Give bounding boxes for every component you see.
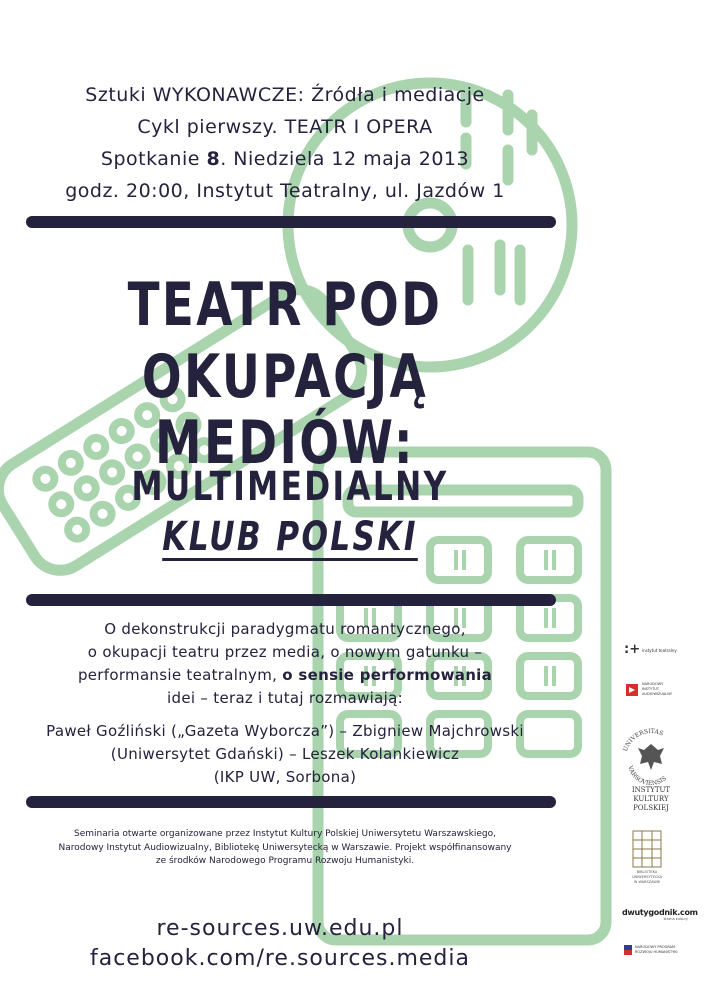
svg-text:VARSOVIENSIS: VARSOVIENSIS: [626, 764, 668, 786]
meeting-number: 8: [206, 148, 221, 170]
logo-ikp: INSTYTUT KULTURY POLSKIEJ: [631, 786, 671, 812]
main-title-line-1: TEATR POD: [127, 270, 443, 340]
meeting-date: Spotkanie 8. Niedziela 12 maja 2013: [100, 148, 470, 170]
series-title: Sztuki WYKONAWCZE: Źródła i mediacje: [85, 84, 485, 106]
subtitle-line-2: KLUB POLSKI: [162, 514, 418, 560]
logo-dwutygodnik: dwutygodnik.com strona kultury: [622, 908, 698, 921]
university-seal-icon: [618, 724, 684, 786]
description: O dekonstrukcji paradygmatu romantycznego, o okupacji teatru przez media, o nowym gatunku – performansie teatralnym, o sensie performowania idei – teraz i tutaj rozmawiają:: [77, 620, 493, 707]
library-logo-icon: [632, 830, 662, 868]
emphasis-text: o sensie performowania: [282, 666, 493, 684]
logo-buw: BIBLIOTEKA UNIWERSYTECKA W WARSZAWIE: [631, 870, 663, 884]
main-title-line-2: OKUPACJĄ MEDIÓW:: [141, 342, 429, 478]
meeting-time-place: godz. 20:00, Instytut Teatralny, ul. Jazdów 1: [65, 180, 505, 202]
event-header: [20, 79, 550, 207]
organizers-note: Seminaria otwarte organizowane przez Instytut Kultury Polskiej Uniwersytetu Warszawskiego, Narodowy Instytut Audiowizualny, Bibliotekę Uniwersytecką w Warszawie. Projekt współfinansowany ze środków Narodowego Programu Rozwoju Humanistyki.: [58, 829, 512, 866]
logo-nprh: NARODOWY PROGRAM ROZWOJU HUMANISTYKI: [624, 944, 686, 958]
cycle-title: Cykl pierwszy. TEATR I OPERA: [137, 116, 433, 138]
divider-1: [26, 216, 556, 228]
logo-instytut-teatralny: :+ instytut teatralny: [624, 642, 677, 657]
svg-text:UNIVERSITAS: UNIVERSITAS: [621, 727, 665, 753]
subtitle-line-1: MULTIMEDIALNY: [131, 464, 449, 510]
flag-icon: [624, 945, 632, 955]
divider-2: [26, 594, 556, 606]
facebook-link[interactable]: facebook.com/re.sources.media: [89, 946, 470, 971]
speakers: Paweł Goźliński („Gazeta Wyborcza”) – Zbigniew Majchrowski (Uniwersytet Gdański) – Leszek Kolankiewicz (IKP UW, Sorbona): [46, 722, 524, 786]
logo-nina: NARODOWY INSTYTUT AUDIOWIZUALNY: [626, 682, 686, 704]
website-link[interactable]: re-sources.uw.edu.pl: [156, 916, 404, 941]
divider-3: [26, 796, 556, 808]
